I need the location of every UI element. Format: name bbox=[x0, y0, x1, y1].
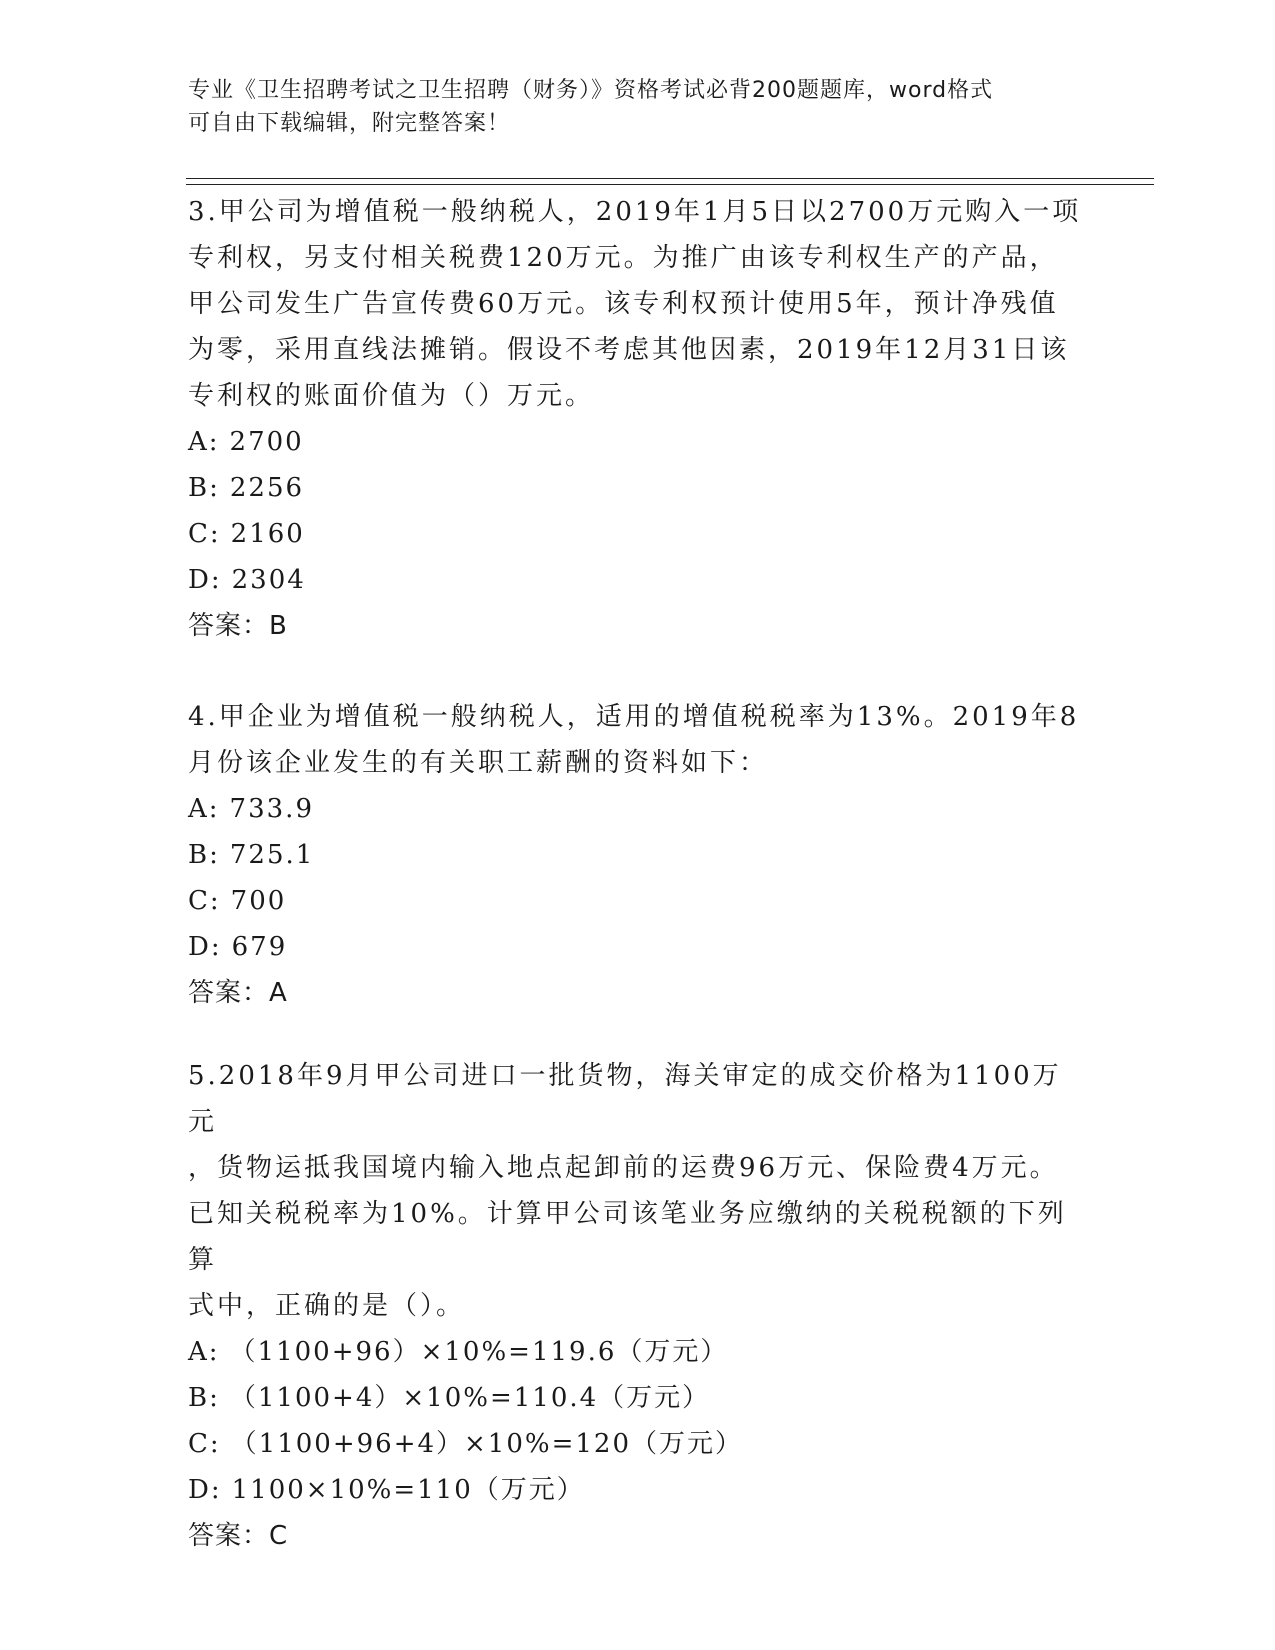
option-text: 679 bbox=[231, 932, 288, 962]
option-text: （1100+96）×10%=119.6（万元） bbox=[229, 1337, 729, 1367]
option-letter: C: bbox=[188, 886, 221, 916]
option-b bbox=[188, 832, 1088, 878]
option-letter: B: bbox=[188, 1383, 220, 1413]
option-letter: A: bbox=[188, 794, 220, 824]
option-d bbox=[188, 1467, 1088, 1513]
option-d bbox=[188, 557, 1088, 603]
option-list bbox=[188, 1329, 1088, 1513]
option-letter: C: bbox=[188, 519, 221, 549]
header-line-1: 专业《卫生招聘考试之卫生招聘（财务）》资格考试必背200题题库，word格式 bbox=[188, 78, 994, 103]
option-c bbox=[188, 1421, 1088, 1467]
answer-label: 答案：B bbox=[188, 611, 288, 641]
question-stem: 5.2018年9月甲公司进口一批货物，海关审定的成交价格为1100万元 ，货物运抵我国境内输入地点起卸前的运费96万元、保险费4万元。 已知关税税率为10%。计算甲公司该笔业务应缴纳的关税税额的下列算 式中，正确的是（）。 bbox=[188, 1061, 1067, 1321]
option-text: 2700 bbox=[229, 427, 304, 457]
option-a bbox=[188, 1329, 1088, 1375]
option-text: 700 bbox=[230, 886, 287, 916]
option-text: 2256 bbox=[229, 473, 305, 503]
option-text: 725.1 bbox=[229, 840, 315, 870]
question-stem: 3.甲公司为增值税一般纳税人，2019年1月5日以2700万元购入一项 专利权，另支付相关税费120万元。为推广由该专利权生产的产品， 甲公司发生广告宣传费60万元。该专利权预计使用5年，预计净残值 为零，采用直线法摊销。假设不考虑其他因素，2019年12月31日该 专利权的账面价值为（）万元。 bbox=[188, 197, 1082, 411]
option-letter: C: bbox=[188, 1429, 221, 1459]
question-4 bbox=[188, 694, 1088, 1016]
option-letter: A: bbox=[188, 1337, 220, 1367]
document-header bbox=[188, 74, 1088, 140]
option-letter: D: bbox=[188, 1475, 222, 1505]
header-divider-top bbox=[186, 178, 1154, 179]
option-text: 2160 bbox=[230, 519, 305, 549]
option-letter: B: bbox=[188, 840, 220, 870]
option-letter: B: bbox=[188, 473, 220, 503]
option-a bbox=[188, 419, 1088, 465]
option-letter: A: bbox=[188, 427, 220, 457]
question-3 bbox=[188, 189, 1088, 649]
header-divider-bottom bbox=[186, 184, 1154, 185]
header-line-2: 可自由下载编辑，附完整答案！ bbox=[188, 111, 511, 136]
option-list bbox=[188, 419, 1088, 603]
option-c bbox=[188, 878, 1088, 924]
option-b bbox=[188, 1375, 1088, 1421]
option-letter: D: bbox=[188, 565, 222, 595]
option-d bbox=[188, 924, 1088, 970]
option-text: 2304 bbox=[231, 565, 306, 595]
question-5 bbox=[188, 1053, 1088, 1559]
answer-label: 答案：C bbox=[188, 1521, 289, 1551]
question-stem: 4.甲企业为增值税一般纳税人，适用的增值税税率为13%。2019年8 月份该企业发生的有关职工薪酬的资料如下： bbox=[188, 702, 1080, 778]
option-text: 1100×10%=110（万元） bbox=[231, 1475, 585, 1505]
option-list bbox=[188, 786, 1088, 970]
answer-label: 答案：A bbox=[188, 978, 288, 1008]
option-a bbox=[188, 786, 1088, 832]
option-b bbox=[188, 465, 1088, 511]
option-letter: D: bbox=[188, 932, 222, 962]
option-c bbox=[188, 511, 1088, 557]
option-text: （1100+96+4）×10%=120（万元） bbox=[230, 1429, 744, 1459]
option-text: 733.9 bbox=[229, 794, 314, 824]
option-text: （1100+4）×10%=110.4（万元） bbox=[229, 1383, 711, 1413]
